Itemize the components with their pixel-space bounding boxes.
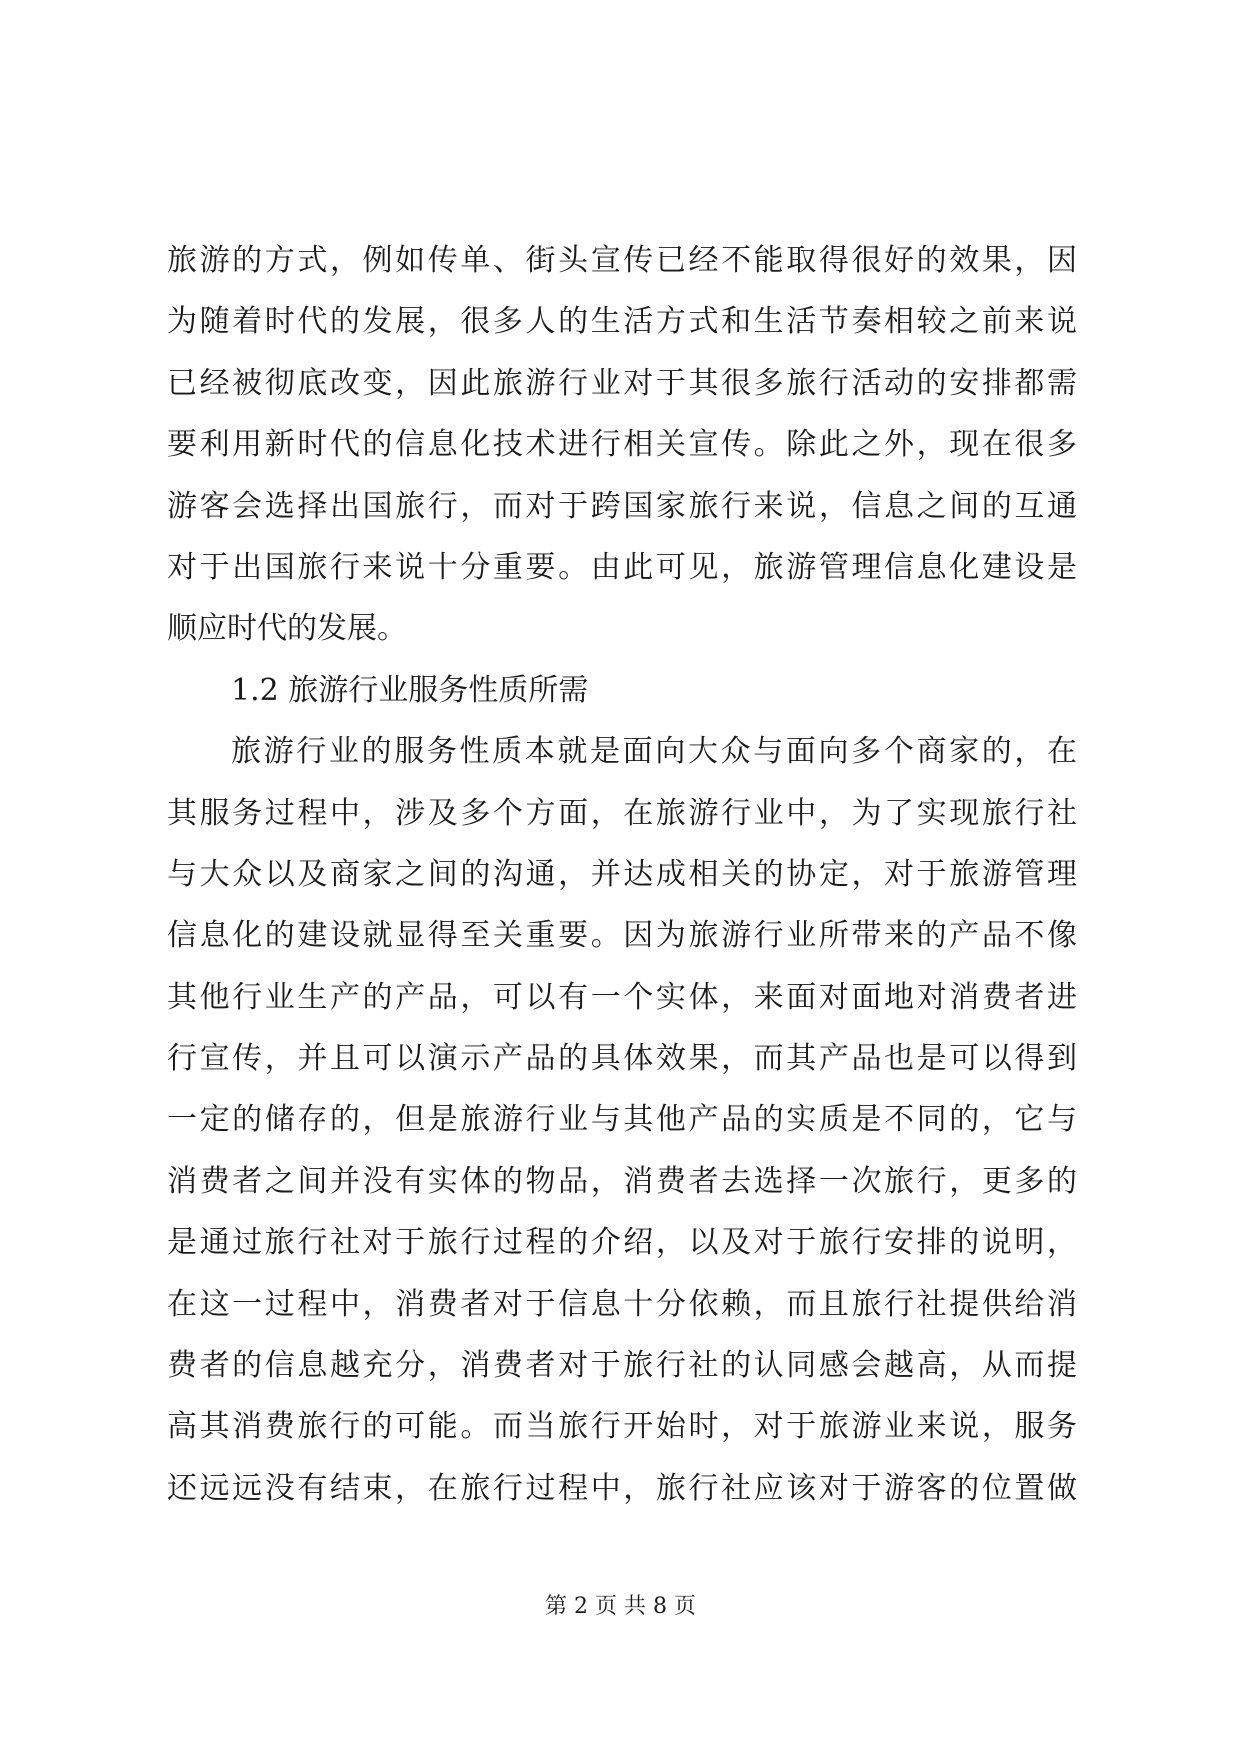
text-line: 其服务过程中，涉及多个方面，在旅游行业中，为了实现旅行社	[167, 795, 1077, 831]
text-line: 还远远没有结束，在旅行过程中，旅行社应该对于游客的位置做	[167, 1470, 1077, 1506]
text-line: 要利用新时代的信息化技术进行相关宣传。除此之外，现在很多	[167, 427, 1077, 463]
text-line: 已经被彻底改变，因此旅游行业对于其很多旅行活动的安排都需	[167, 365, 1077, 401]
text-line: 其他行业生产的产品，可以有一个实体，来面对面地对消费者进	[167, 979, 1077, 1015]
text-line: 顺应时代的发展。	[167, 611, 407, 647]
text-line: 消费者之间并没有实体的物品，消费者去选择一次旅行，更多的	[167, 1163, 1077, 1199]
text-line: 费者的信息越充分，消费者对于旅行社的认同感会越高，从而提	[167, 1348, 1077, 1384]
paragraph-service-nature	[167, 721, 1077, 1519]
text-line: 一定的储存的，但是旅游行业与其他产品的实质是不同的，它与	[167, 1102, 1077, 1138]
text-line: 是通过旅行社对于旅行过程的介绍，以及对于旅行安排的说明，	[167, 1225, 1077, 1261]
section-heading: 1.2 旅游行业服务性质所需	[231, 672, 589, 708]
text-line: 信息化的建设就显得至关重要。因为旅游行业所带来的产品不像	[167, 918, 1077, 954]
text-line: 高其消费旅行的可能。而当旅行开始时，对于旅游业来说，服务	[167, 1409, 1077, 1445]
text-line: 为随着时代的发展，很多人的生活方式和生活节奏相较之前来说	[167, 304, 1077, 340]
document-body	[167, 230, 1077, 1519]
text-line: 游客会选择出国旅行，而对于跨国家旅行来说，信息之间的互通	[167, 488, 1077, 524]
text-line: 对于出国旅行来说十分重要。由此可见，旅游管理信息化建设是	[167, 549, 1077, 585]
text-line: 行宣传，并且可以演示产品的具体效果，而其产品也是可以得到	[167, 1041, 1077, 1077]
text-line: 在这一过程中，消费者对于信息十分依赖，而且旅行社提供给消	[167, 1286, 1077, 1322]
text-line: 与大众以及商家之间的沟通，并达成相关的协定，对于旅游管理	[167, 856, 1077, 892]
text-line: 旅游行业的服务性质本就是面向大众与面向多个商家的，在	[231, 734, 1077, 770]
text-line: 旅游的方式，例如传单、街头宣传已经不能取得很好的效果，因	[167, 243, 1077, 278]
paragraph-continued	[167, 230, 1077, 660]
page-number-footer: 第 2 页 共 8 页	[545, 1594, 696, 1619]
